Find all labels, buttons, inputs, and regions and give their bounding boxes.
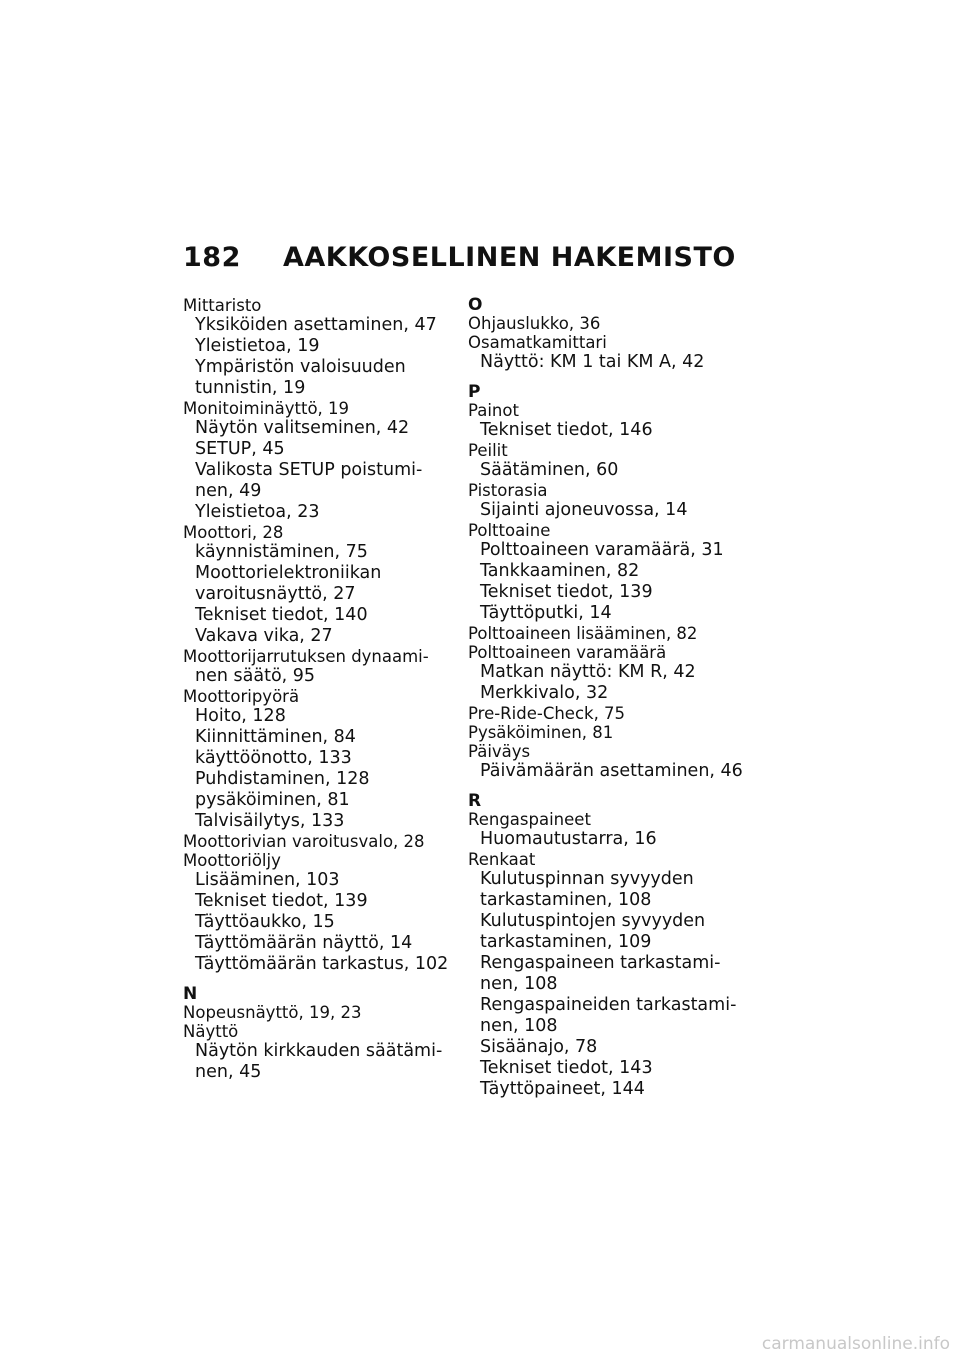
index-subterm: Rengaspaineiden tarkastami- — [480, 995, 737, 1015]
index-subentry — [183, 706, 458, 727]
index-letter: O — [468, 295, 483, 315]
index-subterm: Kulutuspintojen syvyyden — [480, 911, 706, 931]
index-entry — [468, 333, 743, 373]
index-subterm: Merkkivalo, 32 — [480, 683, 609, 703]
index-column-right — [468, 296, 743, 1100]
index-letter: N — [183, 984, 198, 1004]
index-subterm: Tekniset tiedot, 143 — [480, 1058, 653, 1078]
index-entry — [468, 481, 743, 521]
index-term: Moottorivian varoitusvalo, 28 — [183, 832, 425, 851]
index-subterm: Täyttöaukko, 15 — [195, 912, 335, 932]
index-subterm: Tekniset tiedot, 139 — [480, 582, 653, 602]
index-subterm: Säätäminen, 60 — [480, 460, 619, 480]
index-subterm: Huomautustarra, 16 — [480, 829, 657, 849]
index-letter: P — [468, 382, 481, 402]
index-entry — [183, 647, 458, 687]
index-subterm: pysäköiminen, 81 — [195, 790, 350, 810]
index-entry — [183, 832, 458, 851]
index-subentry — [183, 418, 458, 439]
index-term: Moottori, 28 — [183, 523, 284, 542]
index-term: Polttoaine — [468, 521, 551, 540]
index-entry — [183, 851, 458, 975]
index-subentry — [183, 666, 458, 687]
index-subentry — [468, 911, 743, 953]
index-subentry — [468, 683, 743, 704]
index-subentry — [468, 460, 743, 481]
index-subentry — [468, 582, 743, 603]
index-entry — [468, 810, 743, 850]
index-subterm: Sisäänajo, 78 — [480, 1037, 598, 1057]
index-subterm: tarkastaminen, 109 — [480, 932, 652, 952]
index-subterm: tunnistin, 19 — [195, 378, 306, 398]
index-entry — [183, 1022, 458, 1083]
index-subentry — [468, 662, 743, 683]
index-entry — [468, 441, 743, 481]
index-subentry — [468, 761, 743, 782]
index-subterm: Vakava vika, 27 — [195, 626, 333, 646]
index-entry — [468, 643, 743, 704]
index-term: Moottorijarrutuksen dynaami- — [183, 647, 429, 666]
index-subterm: käyttöönotto, 133 — [195, 748, 352, 768]
index-subterm: Sijainti ajoneuvossa, 14 — [480, 500, 688, 520]
index-column-left — [183, 296, 458, 1083]
index-term: Renkaat — [468, 850, 536, 869]
page-header — [183, 242, 736, 273]
index-subterm: Talvisäilytys, 133 — [195, 811, 345, 831]
index-subentry — [183, 954, 458, 975]
index-term: Osamatkamittari — [468, 333, 607, 352]
index-term: Painot — [468, 401, 519, 420]
index-subentry — [183, 912, 458, 933]
index-subentry — [468, 995, 743, 1037]
index-subterm: Täyttömäärän tarkastus, 102 — [195, 954, 449, 974]
index-subterm: Hoito, 128 — [195, 706, 286, 726]
index-subentry — [468, 540, 743, 561]
index-subterm: Polttoaineen varamäärä, 31 — [480, 540, 724, 560]
index-subentry — [183, 336, 458, 357]
page-number: 182 — [183, 242, 241, 273]
index-subterm: Täyttöputki, 14 — [480, 603, 612, 623]
index-subterm: Rengaspaineen tarkastami- — [480, 953, 721, 973]
index-subentry — [183, 460, 458, 502]
index-subterm: Moottorielektroniikan — [195, 563, 382, 583]
index-subterm: Ympäristön valoisuuden — [195, 357, 406, 377]
index-subentry — [183, 870, 458, 891]
index-entry — [468, 521, 743, 624]
index-subterm: Valikosta SETUP poistumi- — [195, 460, 423, 480]
index-entry — [468, 624, 743, 643]
index-subentry — [183, 626, 458, 647]
index-subterm: Tankkaaminen, 82 — [480, 561, 640, 581]
index-entry — [468, 850, 743, 1100]
index-subentry — [183, 357, 458, 399]
index-term: Monitoiminäyttö, 19 — [183, 399, 350, 418]
index-entry — [183, 1003, 458, 1022]
index-subterm: Tekniset tiedot, 140 — [195, 605, 368, 625]
index-subterm: tarkastaminen, 108 — [480, 890, 652, 910]
index-letter: R — [468, 791, 482, 811]
index-subterm: käynnistäminen, 75 — [195, 542, 368, 562]
index-term: Pre-Ride-Check, 75 — [468, 704, 626, 723]
index-entry — [468, 401, 743, 441]
index-subentry — [468, 1037, 743, 1058]
index-subentry — [183, 563, 458, 605]
index-subentry — [183, 790, 458, 811]
index-entry — [183, 399, 458, 523]
index-entry — [468, 314, 743, 333]
index-entry — [468, 704, 743, 723]
index-subentry — [183, 769, 458, 790]
index-subterm: varoitusnäyttö, 27 — [195, 584, 356, 604]
index-subentry — [468, 829, 743, 850]
index-subterm: Kulutuspinnan syvyyden — [480, 869, 694, 889]
index-subentry — [468, 352, 743, 373]
index-subentry — [468, 1079, 743, 1100]
index-subterm: Kiinnittäminen, 84 — [195, 727, 356, 747]
index-subterm: Päivämäärän asettaminen, 46 — [480, 761, 743, 781]
index-term: Moottoripyörä — [183, 687, 300, 706]
index-term: Pysäköiminen, 81 — [468, 723, 614, 742]
index-subentry — [468, 420, 743, 441]
index-term: Ohjauslukko, 36 — [468, 314, 601, 333]
index-subentry — [183, 315, 458, 336]
index-subentry — [468, 603, 743, 624]
index-subterm: Näytön kirkkauden säätämi- — [195, 1041, 443, 1061]
index-subentry — [183, 727, 458, 748]
index-subterm: Tekniset tiedot, 139 — [195, 891, 368, 911]
index-subentry — [183, 748, 458, 769]
index-subterm: nen säätö, 95 — [195, 666, 316, 686]
index-term: Peilit — [468, 441, 508, 460]
index-subterm: Tekniset tiedot, 146 — [480, 420, 653, 440]
index-subterm: Yleistietoa, 23 — [195, 502, 320, 522]
index-term: Mittaristo — [183, 296, 262, 315]
index-subterm: Puhdistaminen, 128 — [195, 769, 370, 789]
index-subentry — [183, 605, 458, 626]
index-subterm: SETUP, 45 — [195, 439, 285, 459]
index-subterm: Näyttö: KM 1 tai KM A, 42 — [480, 352, 705, 372]
index-term: Päiväys — [468, 742, 531, 761]
index-subentry — [468, 500, 743, 521]
index-subentry — [183, 933, 458, 954]
index-entry — [183, 523, 458, 647]
index-subentry — [468, 1058, 743, 1079]
index-subentry — [183, 891, 458, 912]
index-subterm: nen, 108 — [480, 974, 558, 994]
index-term: Näyttö — [183, 1022, 239, 1041]
index-subentry — [468, 953, 743, 995]
index-term: Nopeusnäyttö, 19, 23 — [183, 1003, 362, 1022]
index-entry — [468, 723, 743, 742]
index-subterm: nen, 45 — [195, 1062, 262, 1082]
index-subentry — [183, 439, 458, 460]
index-entry — [183, 296, 458, 399]
index-subentry — [468, 869, 743, 911]
index-term: Moottoriöljy — [183, 851, 281, 870]
index-subterm: Yleistietoa, 19 — [195, 336, 320, 356]
index-term: Polttoaineen lisääminen, 82 — [468, 624, 698, 643]
index-subterm: Täyttöpaineet, 144 — [480, 1079, 645, 1099]
index-subentry — [183, 542, 458, 563]
index-subentry — [183, 1041, 458, 1083]
index-term: Rengaspaineet — [468, 810, 591, 829]
index-subterm: Lisääminen, 103 — [195, 870, 340, 890]
index-subterm: Yksiköiden asettaminen, 47 — [195, 315, 437, 335]
index-term: Polttoaineen varamäärä — [468, 643, 667, 662]
watermark: carmanualsonline.info — [761, 1334, 950, 1354]
index-term: Pistorasia — [468, 481, 548, 500]
index-subentry — [183, 811, 458, 832]
index-subterm: nen, 49 — [195, 481, 262, 501]
index-subentry — [468, 561, 743, 582]
index-subentry — [183, 502, 458, 523]
index-subterm: Matkan näyttö: KM R, 42 — [480, 662, 696, 682]
index-entry — [183, 687, 458, 832]
index-entry — [468, 742, 743, 782]
index-subterm: nen, 108 — [480, 1016, 558, 1036]
index-subterm: Täyttömäärän näyttö, 14 — [195, 933, 413, 953]
index-subterm: Näytön valitseminen, 42 — [195, 418, 410, 438]
page-title: AAKKOSELLINEN HAKEMISTO — [283, 242, 736, 273]
